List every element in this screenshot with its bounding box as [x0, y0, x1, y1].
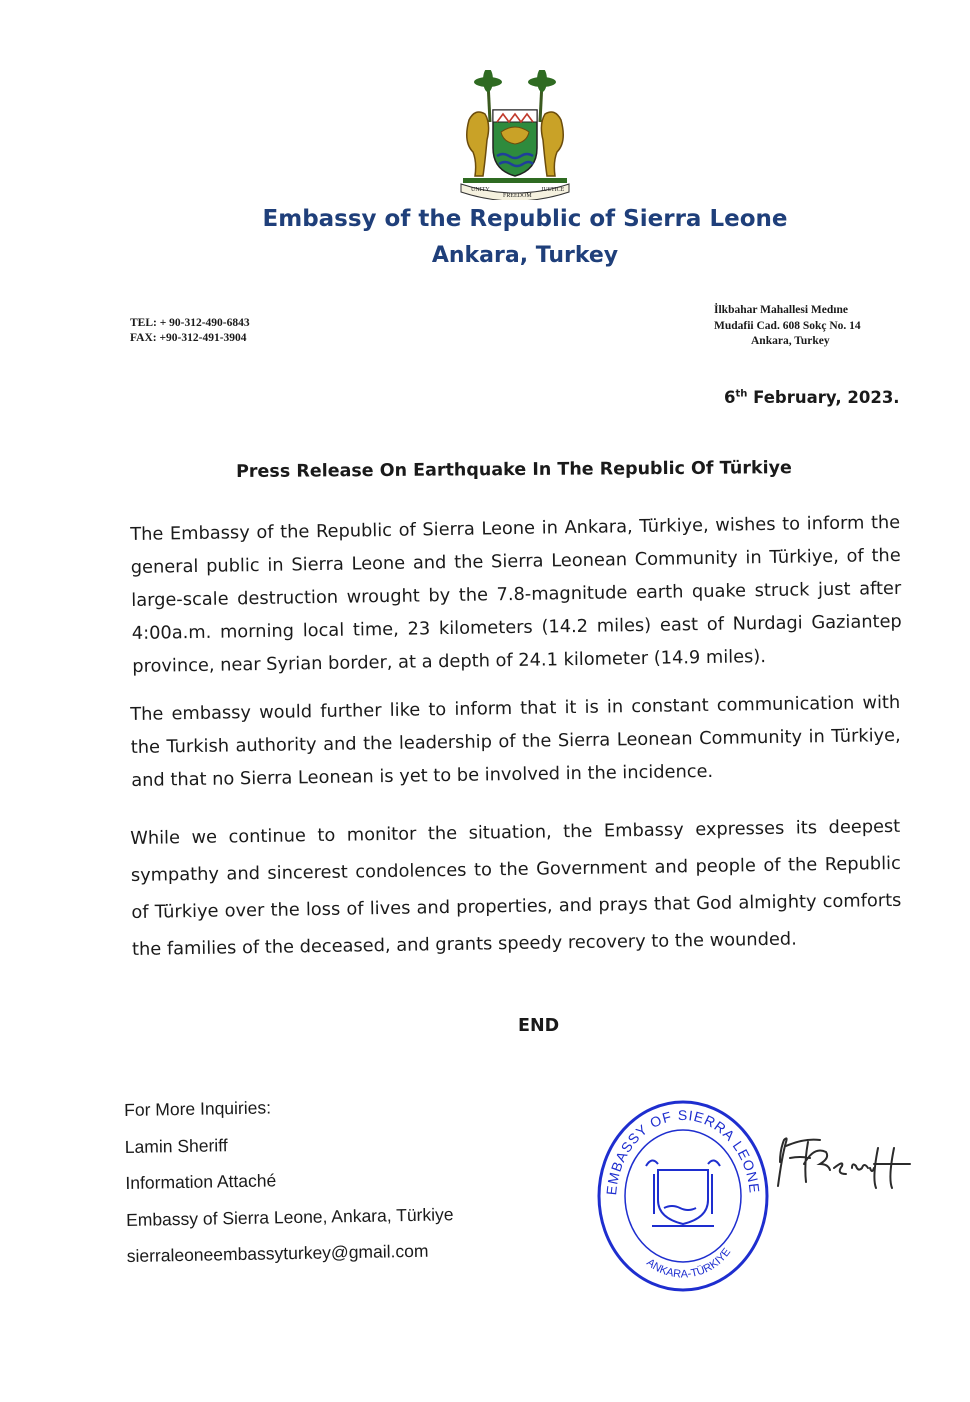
coat-of-arms-icon: [455, 70, 575, 200]
svg-text:EMBASSY OF SIERRA LEONE: EMBASSY OF SIERRA LEONE: [603, 1106, 763, 1196]
embassy-title: Embassy of the Republic of Sierra Leone: [262, 206, 788, 232]
paragraph-earthquake-info: The Embassy of the Republic of Sierra Leone in Ankara, Türkiye, wishes to inform the general public in Sierra Leone and the Sierra Leonean Community in Türkiye, of the large-scale destruction wrought by the 7.8-magnitude earth quake struck just after 4:00a.m. morning local time, 23 kilometers (14.2 miles) east of Nurdagi Gaziantep province, near Syrian border, at a depth of 24.1 kilometer (14.9 miles).: [130, 511, 902, 677]
contact-email[interactable]: sierraleoneembassyturkey@gmail.com: [126, 1240, 429, 1266]
contact-organization: Embassy of Sierra Leone, Ankara, Türkiye: [125, 1203, 454, 1230]
signature-icon: [774, 1128, 924, 1198]
press-release-heading: Press Release On Earthquake In The Republic Of Türkiye: [236, 458, 792, 482]
inquiries-block: [124, 1094, 455, 1282]
motto-freedom: FREEDOM: [503, 193, 532, 199]
embassy-location: Ankara, Turkey: [431, 243, 619, 268]
letter-date: 6th February, 2023.: [724, 388, 900, 407]
end-marker: END: [518, 1016, 560, 1036]
paragraph-communication: The embassy would further like to inform that it is in constant communication with the Turkish authority and the leadership of the Sierra Leonean Community in Türkiye, and that no Sierra Leonean is yet to be involved in the incidence.: [130, 691, 901, 791]
motto-unity: UNITY: [471, 187, 490, 193]
embassy-stamp-icon: [594, 1096, 772, 1292]
embassy-address: [714, 303, 861, 350]
contact-phone-fax: [130, 316, 250, 346]
tel-number: TEL: + 90-312-490-6843: [130, 317, 250, 329]
fax-number: FAX: +90-312-491-3904: [130, 332, 247, 344]
address-line: Mudafii Cad. 608 Sokç No. 14: [714, 319, 861, 332]
address-line: Ankara, Turkey: [751, 335, 830, 347]
svg-text:ANKARA-TÜRKIYE: ANKARA-TÜRKIYE: [644, 1246, 734, 1281]
inquiries-label: For More Inquiries:: [124, 1097, 272, 1120]
motto-justice: JUSTICE: [541, 187, 565, 193]
contact-name: Lamin Sheriff: [124, 1134, 228, 1157]
paragraph-condolences: While we continue to monitor the situation, the Embassy expresses its deepest sympathy and sincerest condolences to the Government and people of the Republic of Türkiye over the loss of lives and properties, and prays that God almighty comforts the families of the deceased, and grants speedy recovery to the wounded.: [130, 815, 902, 960]
address-line: İlkbahar Mahallesi Medıne: [714, 304, 848, 316]
contact-role: Information Attaché: [125, 1170, 277, 1193]
